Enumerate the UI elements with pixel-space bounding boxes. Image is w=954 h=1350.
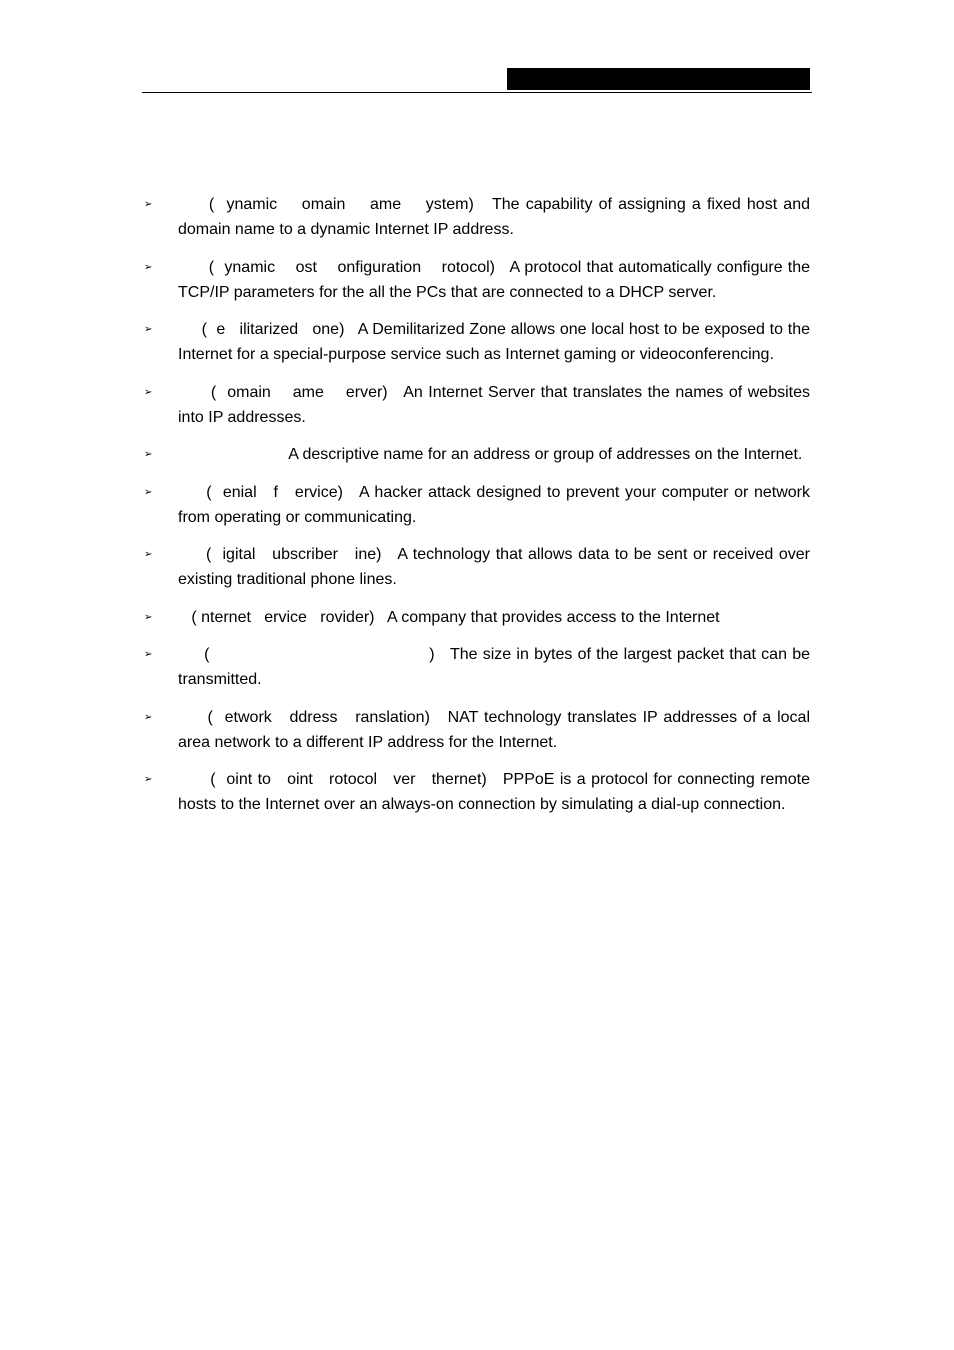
glossary-term: ( omain ame erver)	[178, 383, 399, 401]
arrow-bullet-icon: ➢	[144, 386, 153, 398]
arrow-bullet-icon: ➢	[144, 711, 153, 723]
glossary-definition: A Demilitarized Zone allows one local host to be exposed to the Internet for a special-purpose service such as Internet gaming or videoconferencing.	[178, 321, 810, 363]
glossary-definition: A company that provides access to the Internet	[383, 608, 720, 626]
glossary-term: ( oint to oint rotocol ver thernet)	[178, 771, 498, 788]
glossary-definition: A protocol that automatically configure the TCP/IP parameters for the all the PCs that are connected to a DHCP server.	[178, 258, 810, 301]
glossary-term	[178, 446, 285, 463]
arrow-bullet-icon: ➢	[144, 261, 153, 273]
glossary-definition: NAT technology translates IP addresses of a local area network to a different IP address for the Internet.	[178, 708, 811, 751]
glossary-item-dhcp	[142, 255, 810, 305]
header-bar	[507, 68, 810, 90]
glossary-definition: PPPoE is a protocol for connecting remote hosts to the Internet over an always-on connection by simulating a dial-up connection.	[178, 771, 811, 813]
glossary-term: ( igital ubscriber ine)	[178, 546, 393, 563]
glossary-term: ( enial f ervice)	[178, 483, 355, 501]
glossary-item-isp	[142, 605, 810, 630]
arrow-bullet-icon: ➢	[144, 549, 153, 560]
arrow-bullet-icon: ➢	[144, 611, 153, 623]
glossary-definition: An Internet Server that translates the names of websites into IP addresses.	[178, 383, 810, 426]
glossary-definition: A descriptive name for an address or group of addresses on the Internet.	[284, 446, 803, 463]
arrow-bullet-icon: ➢	[144, 324, 153, 335]
glossary-item-dos	[142, 480, 810, 530]
glossary-list	[142, 192, 810, 830]
glossary-item-dsl	[142, 542, 810, 592]
glossary-item-pppoe	[142, 767, 810, 817]
glossary-item-nat	[142, 705, 810, 755]
glossary-item-dns	[142, 380, 810, 430]
header-rule	[142, 92, 812, 93]
glossary-item-ddns	[142, 192, 810, 242]
arrow-bullet-icon: ➢	[144, 486, 153, 498]
glossary-term: ( nternet ervice rovider)	[178, 608, 384, 626]
glossary-term: ( e ilitarized one)	[178, 321, 354, 338]
arrow-bullet-icon: ➢	[144, 199, 153, 210]
glossary-item-domain-name	[142, 442, 810, 467]
glossary-definition: The size in bytes of the largest packet that can be transmitted.	[178, 646, 811, 688]
glossary-term: ( etwork ddress ranslation)	[178, 708, 442, 726]
arrow-bullet-icon: ➢	[144, 649, 153, 660]
glossary-term: ( ynamic ost onfiguration rotocol)	[178, 258, 506, 276]
arrow-bullet-icon: ➢	[144, 774, 153, 785]
arrow-bullet-icon: ➢	[144, 449, 153, 460]
glossary-definition: The capability of assigning a fixed host and domain name to a dynamic Internet IP address.	[178, 196, 811, 238]
glossary-definition: A technology that allows data to be sent or received over existing traditional phone lines.	[178, 546, 810, 588]
glossary-definition: A hacker attack designed to prevent your computer or network from operating or communicating.	[178, 483, 811, 526]
glossary-term: ( ynamic omain ame ystem)	[178, 196, 487, 213]
glossary-item-mtu	[142, 642, 810, 692]
glossary-term: ( )	[178, 646, 445, 663]
glossary-item-dmz	[142, 317, 810, 367]
